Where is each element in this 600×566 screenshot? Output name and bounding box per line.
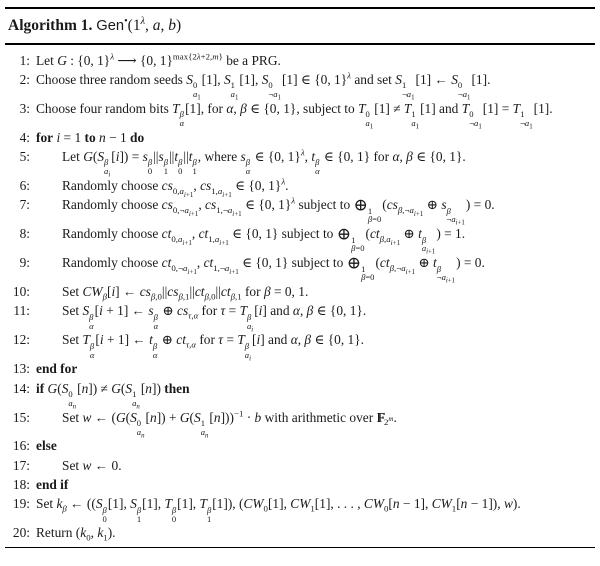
line-content: Set T β α [i + 1] ← t β α ⊕ $ct_{\tau,\alpha}$ for τ = T β $a_i$ [i] and α, β ∈ {0, 1}. bbox=[36, 330, 595, 359]
line-number: 2: bbox=[19, 71, 30, 87]
line-number: 19: bbox=[12, 496, 30, 512]
indent-spacer bbox=[36, 189, 62, 190]
line-number: 10: bbox=[12, 284, 30, 300]
algorithm-line bbox=[5, 379, 595, 411]
algorithm-line bbox=[5, 523, 595, 542]
bottom-rule-divider bbox=[5, 547, 595, 549]
line-number: 12: bbox=[12, 332, 30, 348]
line-number: 17: bbox=[12, 457, 30, 473]
line-number: 20: bbox=[12, 525, 30, 541]
line-content: Let G(S β $a_i$ [i]) = s β 0 ||s β 1 ||t β 0 ||t β 1 , where s β α ∈ {0, 1}$^\lambda$, t β α ∈ {0, 1} for α, β ∈ {0, 1}. bbox=[36, 147, 595, 176]
algorithm-line bbox=[5, 70, 595, 102]
line-content: else bbox=[36, 438, 57, 454]
indent-spacer bbox=[36, 469, 62, 470]
indent-spacer bbox=[36, 295, 62, 296]
algorithm-title bbox=[5, 9, 595, 43]
line-number: 15: bbox=[12, 409, 30, 425]
indent-spacer bbox=[36, 266, 62, 267]
indent-spacer bbox=[36, 208, 62, 209]
line-content: Choose four random bits T β α [1], for α, β ∈ {0, 1}, subject to T 0 $a_1$ [1] ≠ T 1 $a_1$ [1] and T 0 $\neg a_1$ [1] = T 1 $\neg a_1$ [1]. bbox=[36, 100, 553, 131]
algorithm-line bbox=[5, 253, 595, 286]
indent-spacer bbox=[36, 160, 62, 161]
line-content: if G(S 0 $a_n$ [n]) ≠ G(S 1 $a_n$ [n]) then bbox=[36, 380, 190, 411]
algorithm-line bbox=[5, 475, 595, 494]
algorithm-line bbox=[5, 456, 595, 475]
algorithm-line bbox=[5, 301, 595, 334]
line-content: Set w ← (G(S 0 $a_n$ [n]) + G(S 1 $a_n$ [n]))$^{-1}$ · b with arithmetic over F $F_{2^m}$. bbox=[36, 408, 595, 437]
line-number: 9: bbox=[19, 255, 30, 271]
line-number: 3: bbox=[19, 100, 30, 116]
indent-spacer bbox=[36, 343, 62, 344]
algorithm-line bbox=[5, 330, 595, 363]
line-content: Randomly choose $cs_{0,a_{i+1}}$, $cs_{1,a_{i+1}}$ ∈ {0, 1}$^\lambda$. bbox=[36, 176, 595, 195]
algorithm-body bbox=[5, 45, 595, 543]
line-number: 18: bbox=[12, 477, 30, 493]
line-content: Randomly choose $ct_{0,\neg a_{i+1}}$, $ct_{1,\neg a_{i+1}}$ ∈ {0, 1} subject to ⊕ 1 β=0 ($ct_{\beta,\neg a_{i+1}}$ ⊕ t β $\neg a_{i+1}$ ) = 0. bbox=[36, 253, 595, 282]
algorithm-line bbox=[5, 99, 595, 131]
line-content: Randomly choose $cs_{0,\neg a_{i+1}}$, $cs_{1,\neg a_{i+1}}$ ∈ {0, 1}$^\lambda$ subject to ⊕ 1 β=0 ($cs_{\beta,\neg a_{i+1}}$ ⊕ s β $\neg a_{i+1}$ ) = 0. bbox=[36, 195, 595, 224]
line-number: 7: bbox=[19, 197, 30, 213]
algorithm-figure bbox=[0, 7, 600, 548]
line-content: Set w ← 0. bbox=[36, 456, 595, 475]
algorithm-line bbox=[5, 224, 595, 257]
line-number: 16: bbox=[12, 438, 30, 454]
line-number: 11: bbox=[13, 303, 30, 319]
line-number: 5: bbox=[19, 149, 30, 165]
indent-spacer bbox=[36, 314, 62, 315]
algorithm-line bbox=[5, 128, 595, 147]
line-content: Set $k_\beta$ ← ((S β 0 [1], S β 1 [1], T β 0 [1], T β 1 [1]), ($CW_0[1]$, $CW_1[1]$, . . . , $CW_0[n - 1]$, $CW_1[n - 1]$), w). bbox=[36, 496, 521, 524]
algorithm-line bbox=[5, 436, 595, 455]
line-content: Let G : {0, 1}$^\lambda$ ⟶ {0, 1}$^{max\{2\lambda+2,m\}}$ be a PRG. bbox=[36, 51, 281, 68]
algorithm-name: $Gen^•(1^\lambda$, a, b) bbox=[96, 15, 182, 34]
line-number: 8: bbox=[19, 226, 30, 242]
algorithm-label: Algorithm 1. bbox=[8, 17, 93, 34]
line-number: 6: bbox=[19, 177, 30, 193]
line-content: for i = 1 to n − 1 do bbox=[36, 129, 145, 145]
line-content: end for bbox=[36, 361, 78, 377]
line-content: Randomly choose $ct_{0,a_{i+1}}$, $ct_{1,a_{i+1}}$ ∈ {0, 1} subject to ⊕ 1 β=0 ($ct_{\beta,a_{i+1}}$ ⊕ t β $a_{i+1}$ ) = 1. bbox=[36, 224, 595, 253]
algorithm-line bbox=[5, 359, 595, 378]
algorithm-line bbox=[5, 51, 595, 70]
line-content: Choose three random seeds S 0 $a_1$ [1], S 1 $a_1$ [1], S 0 $\neg a_1$ [1] ∈ {0, 1}$^\lambda$ and set S 1 $\neg a_1$ [1] ← S 0 $\neg a_1$ [1]. bbox=[36, 70, 491, 102]
algorithm-line bbox=[5, 282, 595, 301]
line-number: 4: bbox=[19, 129, 30, 145]
line-content: Set S β α [i + 1] ← s β α ⊕ $cs_{\tau,\alpha}$ for τ = T β $a_i$ [i] and α, β ∈ {0, 1}. bbox=[36, 301, 595, 330]
indent-spacer bbox=[36, 237, 62, 238]
line-number: 1: bbox=[19, 52, 30, 68]
line-content: Set $CW_\beta[i]$ ← $cs_{\beta,0}||cs_{\beta,1}||ct_{\beta,0}||ct_{\beta,1}$ for β = 0, 1. bbox=[36, 282, 595, 301]
algorithm-line bbox=[5, 147, 595, 179]
line-content: end if bbox=[36, 477, 69, 493]
indent-spacer bbox=[36, 421, 62, 422]
algorithm-line bbox=[5, 494, 595, 523]
line-number: 13: bbox=[12, 361, 30, 377]
line-number: 14: bbox=[12, 380, 30, 396]
algorithm-line bbox=[5, 176, 595, 199]
algorithm-line bbox=[5, 195, 595, 228]
line-content: Return ($k_0$, $k_1$). bbox=[36, 525, 116, 544]
algorithm-line bbox=[5, 408, 595, 440]
